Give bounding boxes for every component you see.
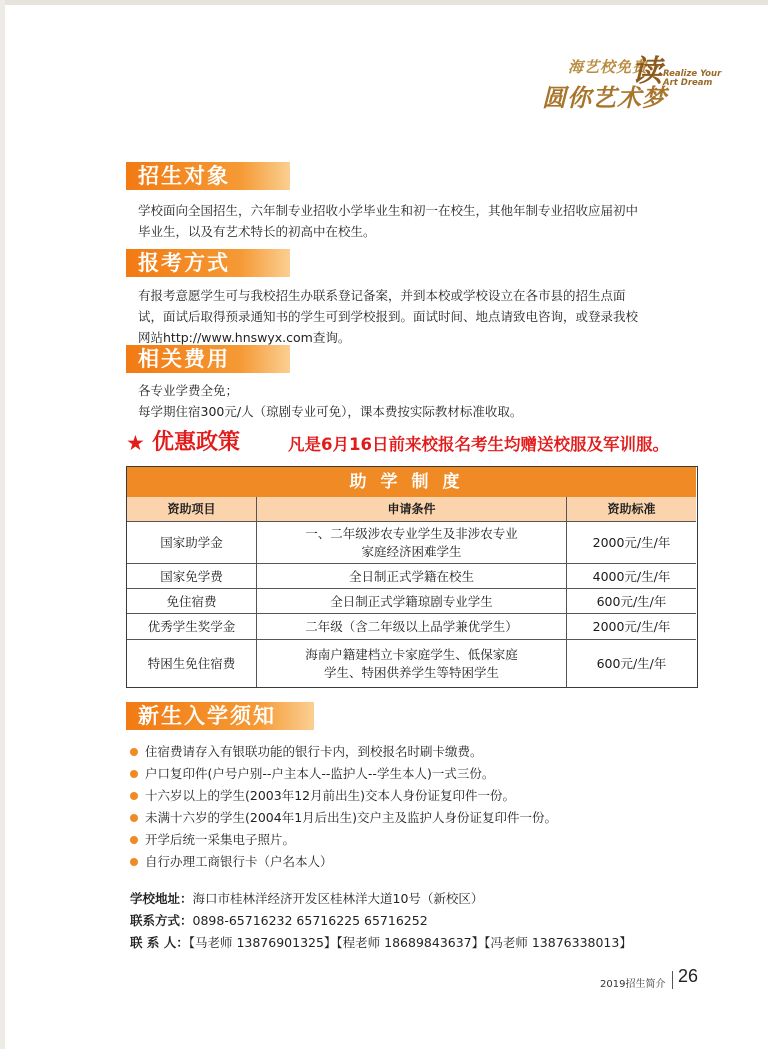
cell-item: 优秀学生奖学金: [127, 614, 257, 640]
aid-table-header: [127, 497, 696, 521]
list-item-text: 自行办理工商银行卡（户名本人）: [145, 854, 333, 869]
bullet-icon: [130, 836, 138, 844]
promo-line: [126, 428, 726, 458]
header-standard: 资助标准: [607, 502, 656, 516]
condition-line: 学生、特困供养学生等特困学生: [323, 664, 499, 680]
brand-line-2: 圆你艺术梦: [542, 84, 667, 112]
person-label: 联 系 人：: [130, 935, 189, 950]
application-line-3: 网站http://www.hnswyx.com查询。: [138, 330, 351, 345]
page-footer: [600, 966, 720, 996]
header-item: 资助项目: [127, 497, 257, 521]
cell-condition: [257, 640, 567, 687]
list-item-text: 住宿费请存入有银联功能的银行卡内，到校报名时刷卡缴费。: [145, 744, 483, 759]
cell-condition: 二年级（含二年级以上品学兼优学生）: [257, 614, 567, 640]
phone-label: 联系方式：: [130, 913, 193, 928]
list-item-text: 未满十六岁的学生(2004年1月后出生)交户主及监护人身份证复印件一份。: [145, 810, 558, 825]
cell-standard: 2000元/生/年: [592, 535, 671, 550]
application-line-2: 试，面试后取得预录通知书的学生可到学校报到。面试时间、地点请致电咨询，或登录我校: [138, 309, 639, 324]
section-title: 相关费用: [138, 347, 230, 371]
cell-standard: 600元/生/年: [596, 655, 667, 671]
fees-line-2: 每学期住宿300元/人（琼剧专业可免），课本费按实际教材标准收取。: [138, 404, 523, 419]
cell-standard: 2000元/生/年: [592, 619, 671, 634]
page-edge-left: [0, 0, 5, 1049]
condition-line: 家庭经济困难学生: [361, 544, 462, 559]
footer-label: 2019招生简介: [600, 979, 666, 990]
cell-condition: [257, 522, 567, 564]
table-row: [127, 639, 696, 687]
star-icon: ★: [126, 431, 145, 455]
brand-logo: [528, 44, 722, 114]
address-label: 学校地址：: [130, 891, 193, 906]
table-row: [127, 563, 696, 589]
contact-address: [130, 889, 483, 909]
fees-line-1: 各专业学费全免；: [138, 383, 239, 398]
person-value: 【马老师 13876901325】【程老师 18689843637】【冯老师 13876338013】: [188, 935, 632, 950]
cell-condition: 全日制正式学籍在校生: [257, 564, 567, 589]
list-item-text: 开学后统一采集电子照片。: [145, 832, 296, 847]
condition-line: 海南户籍建档立卡家庭学生、低保家庭: [305, 646, 518, 662]
footer-divider: [672, 971, 673, 989]
table-row: [127, 588, 696, 614]
section-title: 新生入学须知: [138, 704, 276, 728]
list-item-text: 户口复印件(户号户别--户主本人--监护人--学生本人)一式三份。: [145, 766, 495, 781]
aid-table-caption: 助学制度: [127, 467, 696, 497]
contact-persons: [130, 933, 632, 953]
table-row: [127, 521, 696, 564]
page-number: 26: [678, 966, 699, 986]
list-item-text: 十六岁以上的学生(2003年12月前出生)交本人身份证复印件一份。: [145, 788, 515, 803]
section-title: 报考方式: [138, 251, 230, 275]
promo-title: 优惠政策: [152, 430, 241, 455]
aid-table: [126, 466, 698, 688]
condition-line: 一、二年级涉农专业学生及非涉农专业: [305, 526, 518, 541]
application-line-1: 有报考意愿学生可与我校招生办联系登记备案，并到本校或学校设立在各市县的招生点面: [138, 288, 626, 303]
cell-item: 国家免学费: [127, 564, 257, 589]
bullet-icon: [130, 792, 138, 800]
promo-text: 凡是6月16日前来校报名考生均赠送校服及军训服。: [288, 435, 669, 454]
cell-item: 国家助学金: [127, 522, 257, 564]
contact-phone: [130, 911, 428, 931]
table-row: [127, 613, 696, 640]
brand-english: Realize Your Art Dream: [663, 69, 722, 88]
brand-line-1: 海艺校免费: [568, 58, 649, 76]
cell-standard: 4000元/生/年: [592, 568, 671, 584]
cell-condition: 全日制正式学籍琼剧专业学生: [257, 589, 567, 614]
bullet-icon: [130, 748, 138, 756]
page-edge-top: [0, 0, 768, 5]
cell-standard: 600元/生/年: [596, 593, 667, 609]
brand-calligraphy: 读: [632, 54, 662, 89]
enrollment-line-2: 毕业生，以及有艺术特长的初高中在校生。: [138, 224, 376, 239]
cell-item: 免住宿费: [127, 589, 257, 614]
header-condition: 申请条件: [257, 497, 567, 521]
cell-item: 特困生免住宿费: [127, 640, 257, 687]
section-title: 招生对象: [138, 164, 230, 188]
bullet-icon: [130, 814, 138, 822]
address-value: 海口市桂林洋经济开发区桂林洋大道10号（新校区）: [192, 891, 484, 906]
enrollment-line-1: 学校面向全国招生，六年制专业招收小学毕业生和初一在校生，其他年制专业招收应届初中: [138, 203, 639, 218]
phone-value: 0898-65716232 65716225 65716252: [192, 913, 428, 928]
bullet-icon: [130, 770, 138, 778]
bullet-icon: [130, 858, 138, 866]
